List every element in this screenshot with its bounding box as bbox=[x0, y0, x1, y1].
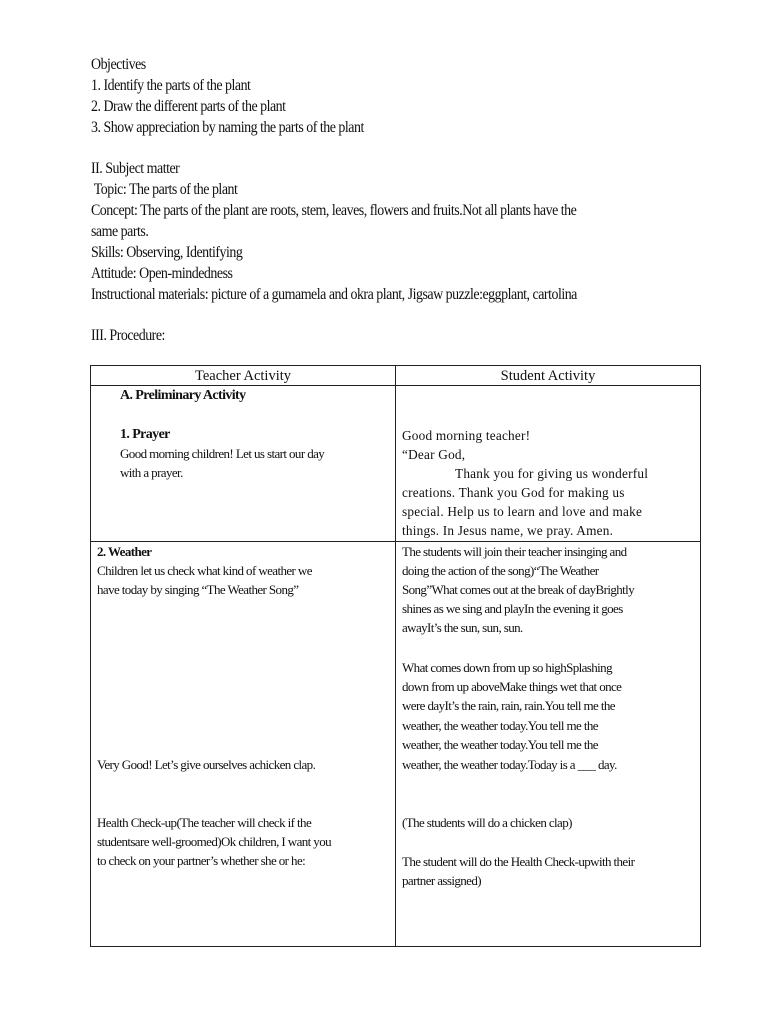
song-line-10: weather, the weather today.You tell me the bbox=[402, 737, 598, 752]
prayer-text-line-2: with a prayer. bbox=[120, 465, 183, 480]
preliminary-activity-heading: A. Preliminary Activity bbox=[120, 388, 246, 403]
chicken-clap-text: (The students will do a chicken clap) bbox=[402, 815, 572, 830]
weather-text-line-1: Children let us check what kind of weather we bbox=[97, 563, 312, 578]
concept-line-2: same parts. bbox=[91, 223, 149, 240]
student-greeting: Good morning teacher! bbox=[402, 428, 531, 443]
attitude-line: Attitude: Open-mindedness bbox=[91, 265, 233, 282]
song-line-11: weather, the weather today.Today is a ___ day. bbox=[402, 757, 617, 772]
praise-text: Very Good! Let’s give ourselves achicken clap. bbox=[97, 757, 316, 772]
song-line-2: doing the action of the song)“The Weather bbox=[402, 563, 599, 578]
weather-text-line-2: have today by singing “The Weather Song” bbox=[97, 582, 299, 597]
subject-matter-heading: II. Subject matter bbox=[91, 160, 180, 177]
weather-heading: 2. Weather bbox=[97, 544, 152, 559]
objectives-heading: Objectives bbox=[91, 56, 146, 73]
procedure-heading: III. Procedure: bbox=[91, 327, 165, 344]
song-line-9: weather, the weather today.You tell me the bbox=[402, 718, 598, 733]
student-prayer-line-1: Thank you for giving us wonderful bbox=[455, 466, 649, 481]
prayer-text-line-1: Good morning children! Let us start our day bbox=[120, 446, 325, 461]
student-prayer-line-4: things. In Jesus name, we pray. Amen. bbox=[402, 523, 614, 538]
objective-item-1: 1. Identify the parts of the plant bbox=[91, 77, 251, 94]
objective-item-2: 2. Draw the different parts of the plant bbox=[91, 98, 286, 115]
song-line-8: were dayIt’s the rain, rain, rain.You tell me the bbox=[402, 698, 615, 713]
materials-line: Instructional materials: picture of a gumamela and okra plant, Jigsaw puzzle:eggplant, cartolina bbox=[91, 286, 577, 303]
song-line-5: awayIt’s the sun, sun, sun. bbox=[402, 620, 523, 635]
topic-line: Topic: The parts of the plant bbox=[91, 181, 238, 198]
health-check-line-2: studentsare well-groomed)Ok children, I want you bbox=[97, 834, 332, 849]
objective-item-3: 3. Show appreciation by naming the parts of the plant bbox=[91, 119, 364, 136]
prayer-heading: 1. Prayer bbox=[120, 427, 170, 442]
header-teacher-activity: Teacher Activity bbox=[194, 368, 291, 384]
student-dear-god: “Dear God, bbox=[402, 447, 466, 462]
student-prayer-line-2: creations. Thank you God for making us bbox=[402, 485, 625, 500]
concept-line-1: Concept: The parts of the plant are roots, stem, leaves, flowers and fruits.Not all plants have the bbox=[91, 202, 577, 219]
song-line-3: Song”What comes out at the break of dayBrightly bbox=[402, 582, 635, 597]
student-prayer-line-3: special. Help us to learn and love and make bbox=[402, 504, 643, 519]
health-check-line-3: to check on your partner’s whether she or he: bbox=[97, 853, 306, 868]
skills-line: Skills: Observing, Identifying bbox=[91, 244, 243, 261]
song-line-1: The students will join their teacher insinging and bbox=[402, 544, 627, 559]
song-line-7: down from up aboveMake things wet that once bbox=[402, 679, 622, 694]
health-check-line-1: Health Check-up(The teacher will check if the bbox=[97, 815, 312, 830]
song-line-6: What comes down from up so highSplashing bbox=[402, 660, 612, 675]
health-check-student-line-1: The student will do the Health Check-upwith their bbox=[402, 854, 635, 869]
activity-table bbox=[90, 365, 701, 947]
health-check-student-line-2: partner assigned) bbox=[402, 873, 481, 888]
header-student-activity: Student Activity bbox=[500, 368, 596, 384]
song-line-4: shines as we sing and playIn the evening it goes bbox=[402, 601, 623, 616]
column-divider bbox=[395, 366, 396, 946]
